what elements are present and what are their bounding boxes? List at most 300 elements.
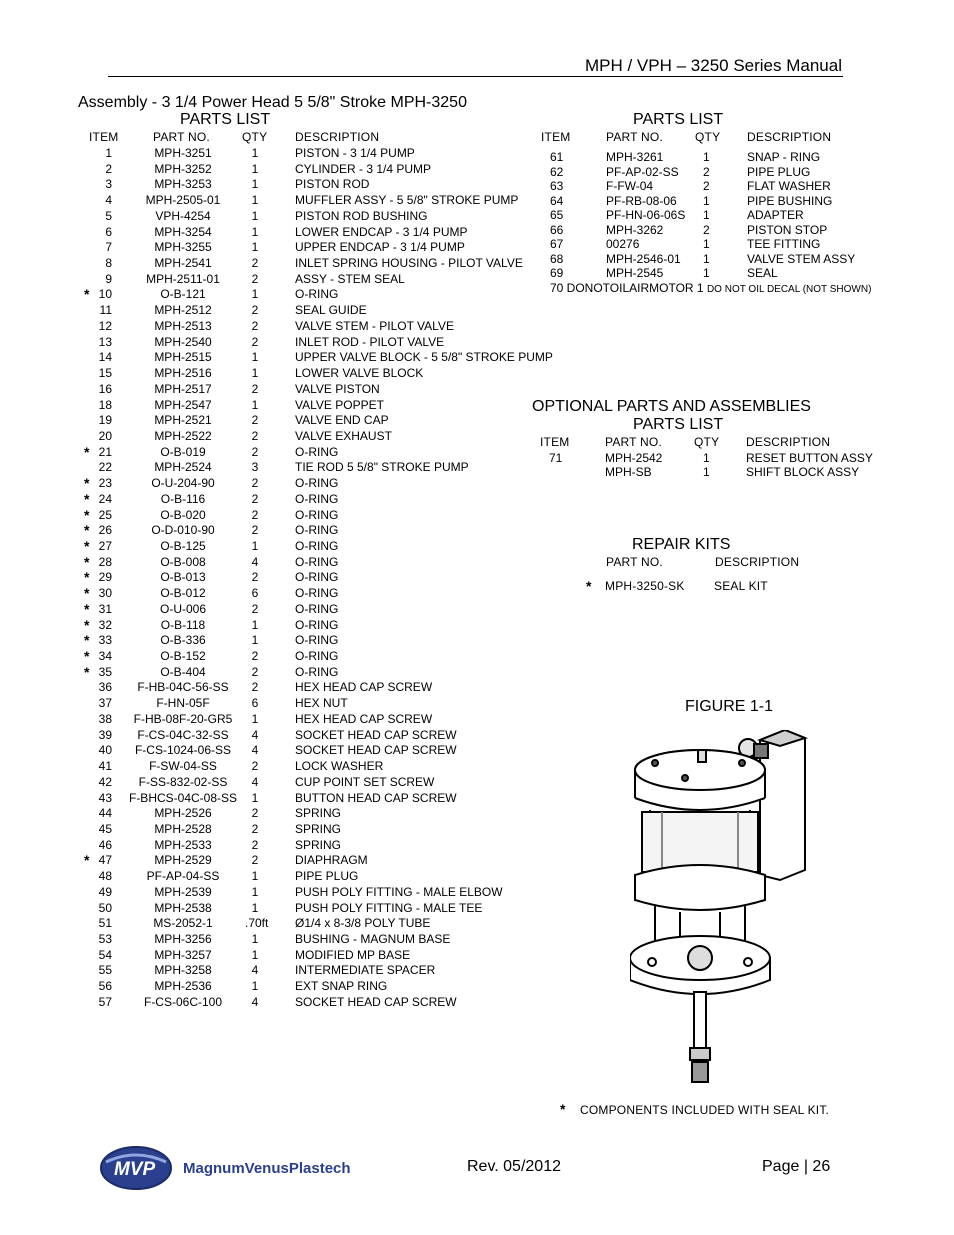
part-number: MPH-2524	[154, 460, 212, 475]
part-number: MS-2052-1	[153, 916, 213, 931]
part-number: MPH-2528	[154, 821, 212, 836]
part-number: F-BHCS-04C-08-SS	[128, 790, 238, 805]
description: O-RING	[295, 664, 339, 679]
quantity: 1	[703, 237, 710, 251]
quantity: 1	[703, 465, 710, 479]
quantity: 4	[251, 554, 259, 569]
item-number: 5	[105, 208, 112, 223]
description: VALVE STEM - PILOT VALVE	[295, 318, 454, 333]
repair-col-desc-header: DESCRIPTION	[715, 555, 800, 569]
table-row	[0, 901, 560, 916]
part-number: 00276	[606, 237, 640, 251]
table-row	[0, 822, 560, 837]
table-row	[0, 413, 560, 428]
quantity: 2	[251, 837, 259, 852]
table-row	[0, 885, 560, 900]
seal-kit-star: *	[84, 286, 90, 303]
table-row	[0, 382, 560, 397]
table-row	[0, 853, 560, 868]
part-number: MPH-2547	[154, 397, 212, 412]
quantity: 1	[251, 224, 259, 239]
table-row	[0, 223, 900, 238]
description: VALVE POPPET	[295, 397, 384, 412]
table-row	[0, 465, 900, 480]
quantity: 2	[251, 381, 259, 396]
part-number: MPH-3253	[154, 177, 212, 192]
description: TIE ROD 5 5/8" STROKE PUMP	[295, 460, 469, 475]
seal-kit-star: *	[84, 600, 90, 617]
description: SOCKET HEAD CAP SCREW	[295, 727, 457, 742]
item-number: 16	[98, 381, 112, 396]
quantity: 1	[251, 240, 259, 255]
quantity: 1	[703, 266, 710, 280]
item-number: 15	[98, 366, 112, 381]
table-row	[0, 665, 560, 680]
part-number: MPH-2512	[154, 303, 212, 318]
description: O-RING	[295, 444, 339, 459]
part-number: MPH-2515	[154, 350, 212, 365]
item-number: 61	[550, 150, 564, 164]
item-number: 38	[98, 711, 112, 726]
part-number: F-CS-1024-06-SS	[134, 743, 232, 758]
part-number: MPH-3258	[154, 963, 212, 978]
pump-illustration	[630, 730, 850, 1095]
description: CUP POINT SET SCREW	[295, 774, 435, 789]
parts-list-title: PARTS LIST	[180, 111, 271, 128]
mvp-logo-icon	[100, 1144, 390, 1194]
table-row	[0, 208, 900, 223]
description: O-RING	[295, 633, 339, 648]
description: PISTON ROD BUSHING	[295, 208, 428, 223]
item-number: 22	[98, 460, 112, 475]
seal-kit-star: *	[84, 569, 90, 586]
description: LOWER VALVE BLOCK	[295, 366, 424, 381]
description: SEAL	[747, 266, 778, 280]
item-number: 7	[105, 240, 112, 255]
seal-kit-star: *	[84, 616, 90, 633]
description: O-RING	[295, 491, 339, 506]
description: VALVE EXHAUST	[295, 428, 392, 443]
item-number: 47	[98, 853, 112, 868]
part-number: O-B-116	[160, 491, 206, 506]
quantity: 1	[251, 932, 259, 946]
quantity: 2	[251, 759, 259, 774]
item-number: 40	[98, 743, 112, 758]
quantity: 4	[251, 774, 259, 789]
quantity: 2	[251, 256, 259, 271]
table-row	[0, 995, 560, 1010]
item-number: 27	[98, 539, 112, 553]
part-number: O-U-006	[159, 601, 206, 616]
description: FLAT WASHER	[747, 179, 831, 193]
part-number: O-B-019	[160, 444, 206, 459]
item-number: 44	[98, 806, 112, 821]
item-number: 67	[550, 237, 564, 251]
table-row	[0, 979, 560, 994]
optional-title: OPTIONAL PARTS AND ASSEMBLIES	[532, 398, 811, 415]
quantity: 1	[703, 208, 710, 222]
description: SHIFT BLOCK ASSY	[746, 465, 860, 479]
part-number: MPH-3254	[154, 224, 212, 239]
item-number: 11	[99, 303, 112, 318]
description: O-RING	[295, 507, 339, 522]
quantity: 2	[251, 334, 259, 349]
part-number: MPH-2516	[154, 366, 212, 381]
quantity: 4	[251, 963, 259, 978]
optional-col-desc-header: DESCRIPTION	[746, 435, 831, 449]
quantity: 1	[703, 193, 710, 208]
part-number: F-HB-04C-56-SS	[137, 680, 229, 695]
seal-kit-star: *	[84, 852, 90, 869]
table-row	[0, 237, 900, 255]
description: TEE FITTING	[747, 237, 821, 251]
quantity: .70ft	[245, 916, 269, 931]
description: PISTON STOP	[747, 222, 828, 237]
quantity: 1	[251, 161, 259, 176]
quantity: 1	[251, 947, 259, 962]
description: VALVE END CAP	[295, 413, 389, 428]
right-parts-list-title: PARTS LIST	[633, 111, 724, 128]
quantity: 1	[251, 617, 259, 632]
quantity: 2	[703, 164, 710, 179]
quantity: 1	[251, 633, 259, 648]
col-item-header: ITEM	[89, 130, 119, 144]
item-number: 45	[98, 821, 112, 836]
part-number: MPH-2541	[154, 256, 212, 271]
quantity: 2	[251, 821, 259, 836]
item-number: 24	[98, 491, 112, 506]
repair-star: *	[586, 578, 592, 594]
quantity: 1	[251, 900, 259, 915]
quantity: 1	[251, 287, 259, 302]
table-row	[0, 775, 560, 790]
table-row	[0, 649, 560, 664]
description: SPRING	[295, 806, 342, 821]
quantity: 1	[251, 790, 259, 805]
table-row	[0, 287, 560, 302]
description: CYLINDER - 3 1/4 PUMP	[295, 161, 432, 176]
item-number: 32	[98, 617, 112, 632]
item-number: 25	[98, 507, 112, 522]
table-row	[0, 398, 560, 413]
col-part-header: PART NO.	[153, 130, 210, 144]
quantity: 2	[703, 222, 710, 237]
part-number: PF-RB-08-06	[606, 193, 677, 208]
description: O-RING	[295, 601, 339, 616]
description: HEX HEAD CAP SCREW	[295, 680, 433, 695]
quantity: 2	[251, 853, 259, 868]
table-row	[0, 586, 560, 601]
item-number: 34	[98, 649, 112, 664]
row-70	[550, 281, 871, 295]
part-number: PF-AP-02-SS	[606, 164, 679, 179]
table-row	[0, 252, 900, 267]
table-row	[0, 194, 900, 209]
part-number: MPH-3257	[154, 947, 212, 962]
col-desc-header: DESCRIPTION	[295, 130, 380, 144]
part-number: MPH-2522	[154, 428, 212, 443]
item-number: 9	[105, 271, 112, 286]
description: HEX NUT	[295, 696, 348, 711]
quantity: 2	[251, 649, 259, 664]
optional-parts-list-title: PARTS LIST	[633, 416, 724, 433]
quantity: 2	[251, 507, 259, 522]
description: O-RING	[295, 617, 339, 632]
item-number: 2	[105, 161, 112, 176]
part-number: F-CS-06C-100	[143, 994, 223, 1009]
description: DIAPHRAGM	[295, 853, 368, 868]
item-number: 64	[550, 193, 564, 208]
item-number: 66	[550, 222, 564, 237]
item-number: 29	[98, 570, 112, 585]
item-number: 68	[550, 251, 564, 266]
repair-kits-title: REPAIR KITS	[632, 536, 731, 553]
description: O-RING	[295, 554, 339, 569]
description: ASSY - STEM SEAL	[295, 271, 405, 286]
col-qty-header: QTY	[242, 130, 268, 144]
right-col-part-header: PART NO.	[606, 130, 663, 144]
quantity: 2	[251, 303, 259, 318]
quantity: 6	[251, 586, 259, 601]
item-number: 20	[98, 428, 112, 443]
row-70-prefix: 70 DONOTOILAIRMOTOR 1	[550, 281, 704, 295]
table-row	[0, 429, 560, 444]
item-number: 31	[98, 601, 112, 616]
seal-kit-star: *	[84, 522, 90, 539]
table-row	[0, 838, 560, 853]
description: PISTON - 3 1/4 PUMP	[295, 146, 415, 160]
item-number: 65	[550, 208, 564, 222]
part-number: MPH-2513	[154, 318, 212, 333]
assembly-title: Assembly - 3 1/4 Power Head 5 5/8" Stroke MPH-3250	[78, 94, 467, 111]
quantity: 4	[251, 994, 259, 1009]
quantity: 2	[251, 601, 259, 616]
description: O-RING	[295, 649, 339, 664]
description: UPPER ENDCAP - 3 1/4 PUMP	[295, 240, 465, 255]
figure-title: FIGURE 1-1	[685, 698, 774, 715]
item-number: 18	[98, 397, 112, 412]
item-number: 13	[98, 334, 112, 349]
right-col-qty-header: QTY	[695, 130, 721, 144]
item-number: 46	[98, 837, 112, 852]
item-number: 12	[98, 318, 112, 333]
item-number: 48	[98, 869, 112, 884]
quantity: 3	[251, 460, 259, 475]
part-number: MPH-2542	[605, 451, 663, 465]
quantity: 1	[251, 366, 259, 381]
table-row	[0, 869, 560, 884]
item-number: 4	[105, 193, 112, 208]
table-row	[0, 963, 560, 978]
quantity: 2	[251, 570, 259, 585]
description: O-RING	[295, 586, 339, 601]
item-number: 30	[98, 586, 112, 601]
quantity: 1	[251, 869, 259, 884]
part-number: O-D-010-90	[151, 523, 215, 538]
quantity: 4	[251, 727, 259, 742]
header-rule	[108, 76, 843, 77]
item-number: 36	[98, 680, 112, 695]
item-number: 3	[105, 177, 112, 192]
item-number: 54	[98, 947, 112, 962]
table-row	[0, 319, 560, 334]
description: INLET ROD - PILOT VALVE	[295, 334, 445, 349]
table-row	[0, 712, 560, 727]
table-row	[0, 633, 560, 648]
description: PUSH POLY FITTING - MALE ELBOW	[295, 884, 503, 899]
part-number: MPH-3256	[154, 932, 212, 946]
table-row	[0, 555, 560, 570]
description: MODIFIED MP BASE	[295, 947, 411, 962]
footnote-star: *	[560, 1101, 566, 1117]
description: PISTON ROD	[295, 177, 370, 192]
part-number: MPH-3261	[606, 150, 664, 164]
table-row	[0, 743, 560, 758]
table-row	[0, 150, 900, 165]
quantity: 1	[251, 884, 259, 899]
description: Ø1/4 x 8-3/8 POLY TUBE	[295, 916, 431, 931]
repair-desc: SEAL KIT	[714, 579, 768, 593]
part-number: O-B-152	[160, 649, 206, 664]
item-number: 35	[98, 664, 112, 679]
quantity: 4	[251, 743, 259, 758]
part-number: MPH-2511-01	[146, 271, 220, 286]
quantity: 1	[251, 539, 259, 553]
table-row	[0, 680, 560, 695]
part-number: F-HB-08F-20-GR5	[133, 711, 233, 726]
table-row	[0, 350, 560, 365]
item-number: 19	[98, 413, 112, 428]
item-number: 1	[105, 146, 112, 160]
seal-kit-star: *	[84, 443, 90, 460]
item-number: 37	[98, 696, 112, 711]
svg-text:MagnumVenusPlastech: MagnumVenusPlastech	[183, 1160, 351, 1177]
item-number: 49	[98, 884, 112, 899]
quantity: 1	[251, 979, 259, 994]
part-number: MPH-SB	[605, 465, 652, 479]
description: O-RING	[295, 287, 339, 302]
part-number: O-B-008	[160, 554, 206, 569]
description: RESET BUTTON ASSY	[746, 451, 873, 465]
description: O-RING	[295, 570, 339, 585]
quantity: 1	[703, 451, 710, 465]
page-number: Page | 26	[762, 1158, 831, 1175]
table-row	[0, 366, 560, 381]
part-number: O-B-125	[160, 539, 206, 553]
part-number: O-B-012	[160, 586, 206, 601]
part-number: MPH-3262	[606, 222, 664, 237]
table-row	[0, 916, 560, 931]
part-number: F-SS-832-02-SS	[138, 774, 228, 789]
item-number: 39	[98, 727, 112, 742]
quantity: 1	[251, 711, 259, 726]
item-number: 62	[550, 164, 564, 179]
description: ADAPTER	[747, 208, 804, 222]
table-row	[0, 618, 560, 633]
table-row	[0, 791, 560, 806]
optional-col-qty-header: QTY	[694, 435, 720, 449]
item-number: 53	[98, 932, 112, 946]
quantity: 6	[251, 696, 259, 711]
table-row	[0, 266, 900, 281]
table-row	[0, 806, 560, 821]
item-number: 63	[550, 179, 564, 193]
table-row	[0, 570, 560, 585]
seal-kit-star: *	[84, 553, 90, 570]
table-row	[0, 492, 560, 507]
item-number: 8	[105, 256, 112, 271]
item-number: 23	[98, 476, 112, 491]
quantity: 2	[251, 806, 259, 821]
table-row	[0, 508, 560, 523]
quantity: 1	[251, 350, 259, 365]
revision-date: Rev. 05/2012	[467, 1158, 561, 1175]
item-number: 50	[98, 900, 112, 915]
quantity: 1	[251, 177, 259, 192]
part-number: MPH-2521	[154, 413, 212, 428]
quantity: 2	[251, 491, 259, 506]
part-number: PF-AP-04-SS	[146, 869, 220, 884]
part-number: MPH-2536	[154, 979, 212, 994]
part-number: MPH-3251	[154, 146, 212, 160]
part-number: MPH-2533	[154, 837, 212, 852]
part-number: MPH-2529	[154, 853, 212, 868]
item-number: 21	[98, 444, 112, 459]
description: UPPER VALVE BLOCK - 5 5/8" STROKE PUMP	[295, 350, 553, 365]
svg-text:MVP: MVP	[114, 1159, 156, 1180]
part-number: F-SW-04-SS	[149, 759, 217, 774]
table-row	[0, 451, 900, 466]
part-number: F-FW-04	[606, 179, 654, 193]
table-row	[0, 728, 560, 743]
seal-kit-star: *	[84, 490, 90, 507]
document-header-title: MPH / VPH – 3250 Series Manual	[584, 56, 842, 75]
description: PUSH POLY FITTING - MALE TEE	[295, 900, 483, 915]
description: VALVE STEM ASSY	[747, 251, 856, 266]
table-row	[0, 539, 560, 554]
part-number: MPH-3252	[154, 161, 212, 176]
description: BUTTON HEAD CAP SCREW	[295, 790, 457, 805]
table-row	[0, 303, 560, 318]
part-number: MPH-2538	[154, 900, 212, 915]
quantity: 1	[251, 397, 259, 412]
description: PIPE PLUG	[295, 869, 359, 884]
part-number: O-B-336	[160, 633, 206, 648]
quantity: 2	[251, 664, 259, 679]
part-number: MPH-2540	[154, 334, 212, 349]
item-number: 6	[105, 224, 112, 239]
item-number: 14	[98, 350, 112, 365]
quantity: 2	[251, 413, 259, 428]
item-number: 55	[98, 963, 112, 978]
quantity: 2	[251, 476, 259, 491]
row-70-desc: DO NOT OIL DECAL (NOT SHOWN)	[706, 284, 872, 295]
description: BUSHING - MAGNUM BASE	[295, 932, 451, 946]
part-number: MPH-3255	[154, 240, 212, 255]
description: O-RING	[295, 476, 339, 491]
quantity: 2	[251, 680, 259, 695]
optional-col-part-header: PART NO.	[605, 435, 662, 449]
quantity: 2	[251, 428, 259, 443]
item-number: 10	[98, 287, 112, 302]
table-row	[0, 948, 560, 963]
description: LOCK WASHER	[295, 759, 384, 774]
description: HEX HEAD CAP SCREW	[295, 711, 433, 726]
part-number: MPH-2546-01	[606, 251, 681, 266]
table-row	[0, 759, 560, 774]
quantity: 1	[703, 150, 710, 164]
part-number: O-B-118	[160, 617, 206, 632]
